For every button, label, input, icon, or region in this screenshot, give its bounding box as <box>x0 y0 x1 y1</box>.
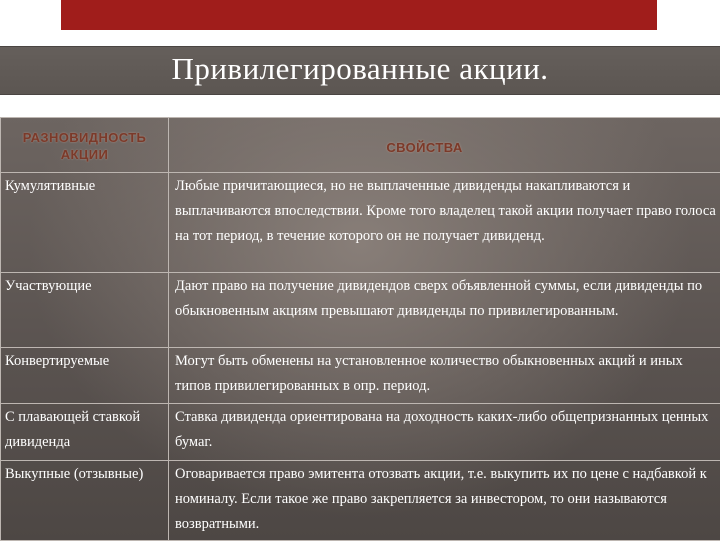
table-row <box>1 461 720 541</box>
slide-title: Привилегированные акции. <box>0 51 720 87</box>
header-type: РАЗНОВИДНОСТЬ АКЦИИ <box>1 118 169 173</box>
table-header-row <box>1 118 720 173</box>
row-desc-cell: Любые причитающиеся, но не выплаченные дивиденды накапливаются и выплачиваются впоследствии. Кроме того владелец такой акции получает право голоса на тот период, в течение которого он не получает дивиденд. <box>169 173 720 273</box>
row-type-cell: С плавающей ставкой дивиденда <box>1 404 169 461</box>
table-row <box>1 273 720 348</box>
top-accent-bar <box>61 0 657 30</box>
title-band <box>0 46 720 95</box>
row-type-cell: Участвующие <box>1 273 169 348</box>
table-row <box>1 404 720 461</box>
row-desc-cell: Дают право на получение дивидендов сверх объявленной суммы, если дивиденды по обыкновенным акциям превышают дивиденды по привилегированным. <box>169 273 720 348</box>
row-type-cell: Выкупные (отзывные) <box>1 461 169 541</box>
row-desc-cell: Могут быть обменены на установленное количество обыкновенных акций и иных типов привилегированных в опр. период. <box>169 348 720 404</box>
header-properties: СВОЙСТВА <box>169 118 720 173</box>
row-desc-cell: Ставка дивиденда ориентирована на доходность каких-либо общепризнанных ценных бумаг. <box>169 404 720 461</box>
row-type-cell: Кумулятивные <box>1 173 169 273</box>
row-type-cell: Конвертируемые <box>1 348 169 404</box>
row-desc-cell: Оговаривается право эмитента отозвать акции, т.е. выкупить их по цене с надбавкой к номиналу. Если такое же право закрепляется за инвестором, то они называются возвратными. <box>169 461 720 541</box>
table-row <box>1 173 720 273</box>
properties-table <box>0 117 720 541</box>
properties-table-container <box>0 117 720 540</box>
table-row <box>1 348 720 404</box>
